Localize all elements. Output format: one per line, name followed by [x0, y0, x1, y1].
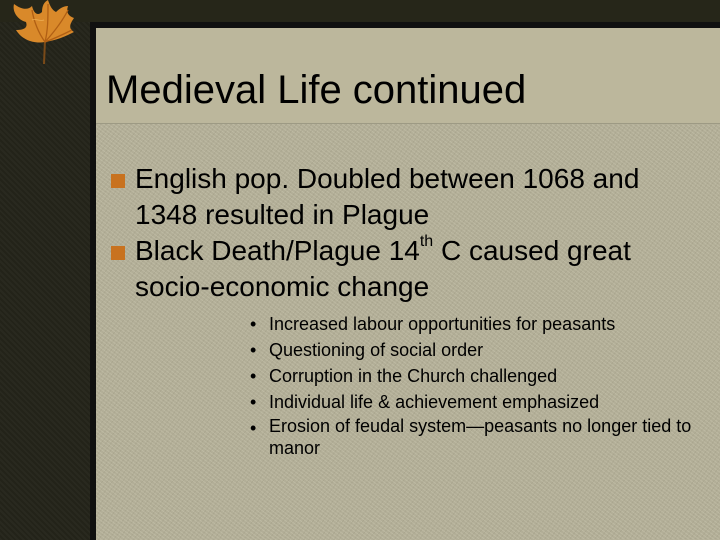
- dot-bullet-icon: •: [250, 418, 257, 438]
- sub-bullet-list: [250, 311, 700, 459]
- list-item: [250, 389, 700, 415]
- bullet-text: English pop. Doubled between 1068 and 1348 resulted in Plague: [135, 163, 640, 230]
- sub-bullet-text: Corruption in the Church challenged: [269, 366, 558, 386]
- sub-bullet-text: Increased labour opportunities for peasants: [269, 314, 616, 334]
- dark-top-border: [0, 0, 720, 22]
- list-item: [250, 363, 700, 389]
- dot-bullet-icon: •: [250, 366, 257, 386]
- bullet-text-part: Black Death/Plague 14: [135, 235, 420, 266]
- list-item: [108, 161, 708, 233]
- sub-bullet-text: Erosion of feudal system—peasants no longer tied to manor: [269, 416, 692, 458]
- square-bullet-icon: [111, 174, 125, 188]
- dot-bullet-icon: •: [250, 314, 257, 334]
- dot-bullet-icon: •: [250, 340, 257, 360]
- main-bullet-list: [108, 161, 708, 305]
- square-bullet-icon: [111, 246, 125, 260]
- page-title: Medieval Life continued: [106, 68, 527, 112]
- sub-bullet-text: Questioning of social order: [269, 340, 484, 360]
- autumn-leaf-icon: [4, 0, 86, 66]
- dark-left-border: [0, 0, 100, 540]
- superscript: th: [419, 233, 434, 250]
- list-item: [250, 311, 700, 337]
- dot-bullet-icon: •: [250, 392, 257, 412]
- list-item: [108, 233, 708, 305]
- sub-bullet-text: Individual life & achievement emphasized: [269, 392, 600, 412]
- list-item: [250, 337, 700, 363]
- bullet-text-part: C caused great socio-economic change: [135, 235, 631, 302]
- list-item: [250, 415, 700, 459]
